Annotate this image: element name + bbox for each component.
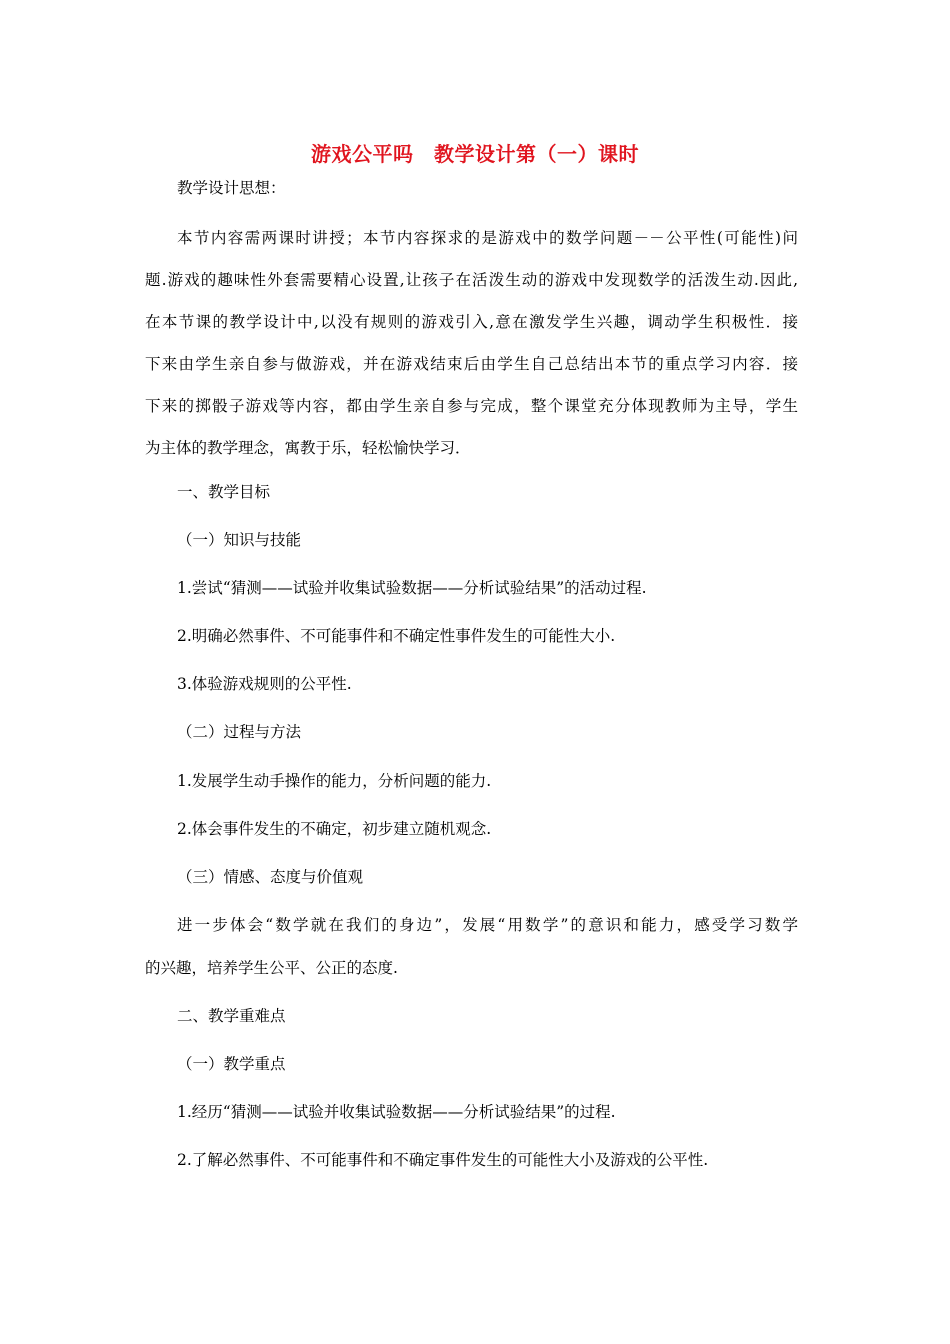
list-item: 2.体会事件发生的不确定，初步建立随机观念.: [177, 820, 492, 838]
subheading-emotion-values: （三）情感、态度与价值观: [177, 868, 364, 886]
list-item: 1.尝试“猜测——试验并收集试验数据——分析试验结果”的活动过程.: [177, 579, 647, 597]
paragraph-line: 进一步体会“数学就在我们的身边”，发展“用数学”的意识和能力，感受学习数学: [177, 916, 798, 934]
paragraph-line: 为主体的教学理念，寓教于乐，轻松愉快学习．: [145, 439, 471, 457]
page-title: 游戏公平吗 教学设计第（一）课时: [311, 142, 639, 166]
paragraph-line: 本节内容需两课时讲授；本节内容探求的是游戏中的数学问题－－公平性(可能性)问: [177, 229, 798, 247]
paragraph-line: 题.游戏的趣味性外套需要精心设置,让孩子在活泼生动的游戏中发现数学的活泼生动.因此,: [145, 271, 798, 289]
list-item: 2.明确必然事件、不可能事件和不确定性事件发生的可能性大小.: [177, 627, 616, 645]
paragraph-line: 的兴趣，培养学生公平、公正的态度.: [145, 959, 398, 977]
subheading-knowledge-skills: （一）知识与技能: [177, 531, 302, 549]
subheading-process-methods: （二）过程与方法: [177, 723, 302, 741]
heading-teaching-goals: 一、教学目标: [177, 483, 271, 501]
subheading-teaching-focus: （一）教学重点: [177, 1055, 286, 1073]
list-item: 1.发展学生动手操作的能力，分析问题的能力.: [177, 772, 492, 790]
paragraph-line: 下来的掷骰子游戏等内容，都由学生亲自参与完成，整个课堂充分体现教师为主导，学生: [145, 397, 798, 415]
list-item: 2.了解必然事件、不可能事件和不确定事件发生的可能性大小及游戏的公平性.: [177, 1151, 709, 1169]
list-item: 3.体验游戏规则的公平性.: [177, 675, 352, 693]
section-label-design-idea: 教学设计思想：: [177, 179, 286, 197]
paragraph-line: 下来由学生亲自参与做游戏，并在游戏结束后由学生自己总结出本节的重点学习内容．接: [145, 355, 798, 373]
paragraph-line: 在本节课的教学设计中,以没有规则的游戏引入,意在激发学生兴趣，调动学生积极性．接: [145, 313, 798, 331]
heading-key-difficult-points: 二、教学重难点: [177, 1007, 286, 1025]
list-item: 1.经历“猜测——试验并收集试验数据——分析试验结果”的过程.: [177, 1103, 616, 1121]
